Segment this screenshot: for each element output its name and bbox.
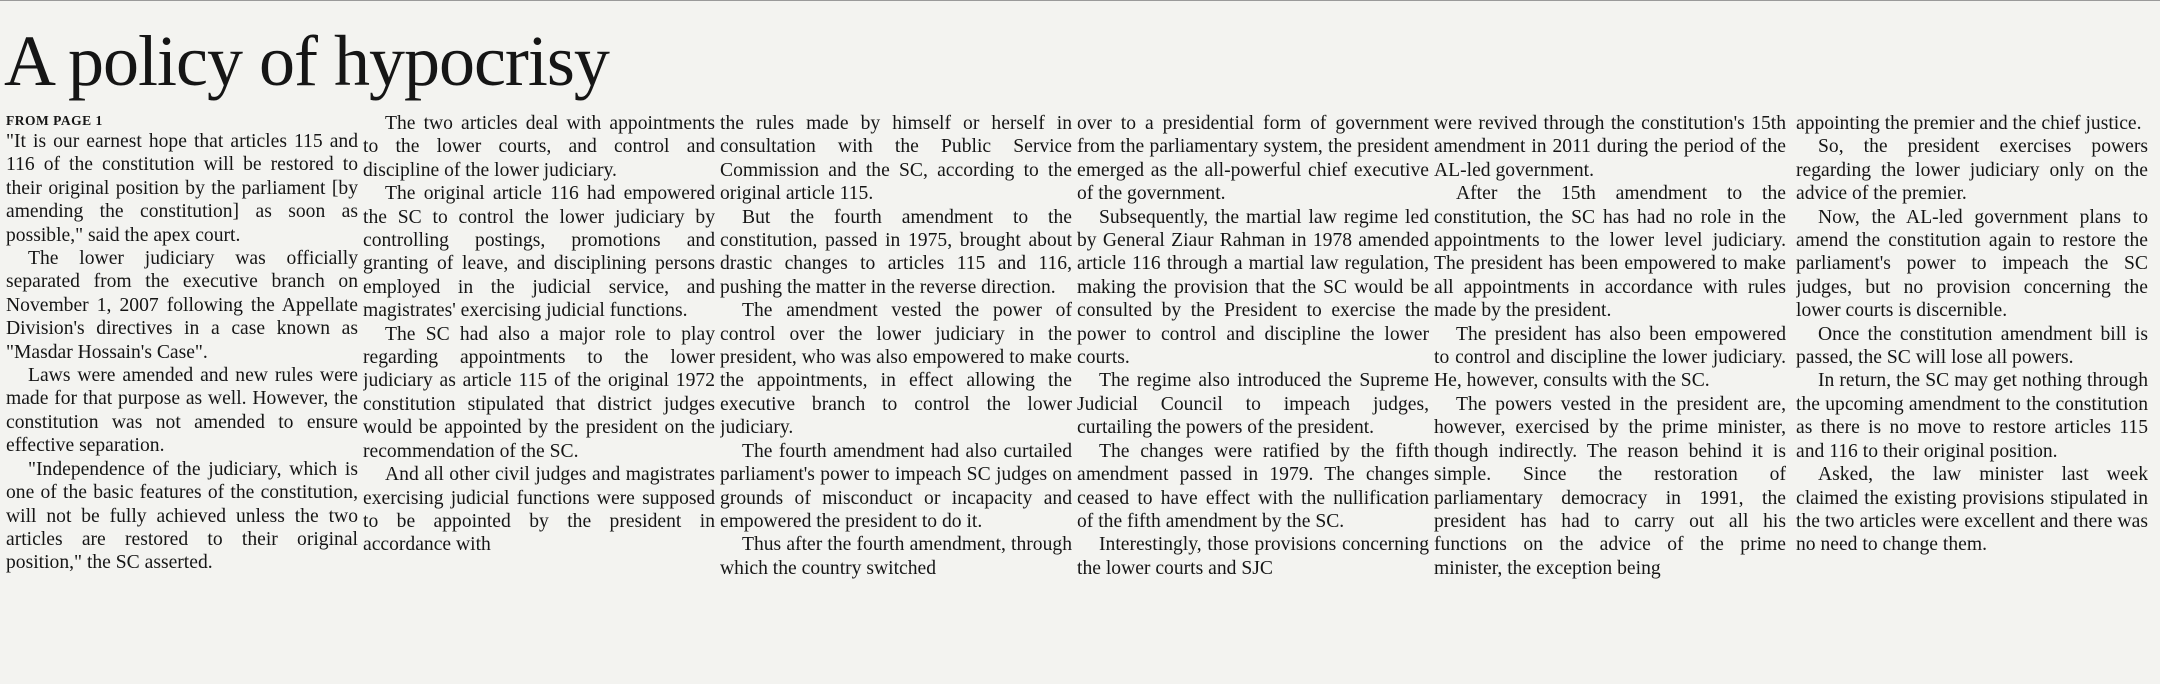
column-6 — [1796, 112, 2148, 684]
paragraph: The regime also introduced the Supreme Judicial Council to impeach judges, curtailing the powers of the president. — [1077, 370, 1429, 439]
column-1 — [6, 112, 358, 684]
paragraph: were revived through the constitution's 15th amendment in 2011 during the period of the AL-led government. — [1434, 113, 1786, 181]
article-body — [6, 112, 2156, 684]
paragraph: Laws were amended and new rules were made for that purpose as well. However, the constitution was not amended to ensure effective separation. — [6, 365, 358, 457]
paragraph: The powers vested in the president are, however, exercised by the prime minister, though indirectly. The reason behind it is simple. Since the restoration of parliamentary democracy in 1991, the president has had to carry out all his functions on the advice of the prime minister, the exception being — [1434, 393, 1786, 579]
paragraph: Now, the AL-led government plans to amend the constitution again to restore the parliament's power to impeach the SC judges, but no provision concerning the lower courts is discernible. — [1796, 206, 2148, 322]
paragraph: The changes were ratified by the fifth amendment passed in 1979. The changes ceased to have effect with the nullification of the fifth amendment by the SC. — [1077, 440, 1429, 532]
paragraph: appointing the premier and the chief justice. — [1796, 113, 2142, 134]
paragraph: The fourth amendment had also curtailed parliament's power to impeach SC judges on grounds of misconduct or incapacity and empowered the president to do it. — [720, 440, 1072, 532]
column-4 — [1077, 112, 1429, 684]
paragraph: "It is our earnest hope that articles 115 and 116 of the constitution will be restored to their original position by the parliament [by amending the constitution] as soon as possible," said the apex court. — [6, 131, 358, 246]
paragraph: Interestingly, those provisions concerning the lower courts and SJC — [1077, 534, 1429, 579]
paragraph: Subsequently, the martial law regime led by General Ziaur Rahman in 1978 amended article 116 through a martial law regulation, making the provision that the SC would be consulted by the President to exercise the power to control and discipline the lower courts. — [1077, 206, 1429, 369]
top-rule — [0, 0, 2160, 7]
paragraph: Once the constitution amendment bill is passed, the SC will lose all powers. — [1796, 323, 2148, 369]
paragraph: But the fourth amendment to the constitution, passed in 1975, brought about drastic changes to articles 115 and 116, pushing the matter in the reverse direction. — [720, 206, 1072, 298]
paragraph: And all other civil judges and magistrates exercising judicial functions were supposed to be appointed by the president in accordance with — [363, 464, 715, 556]
paragraph: the rules made by himself or herself in consultation with the Public Service Commission and the SC, according to the original article 115. — [720, 113, 1072, 205]
paragraph: In return, the SC may get nothing through the upcoming amendment to the constitution as there is no move to restore articles 115 and 116 to their original position. — [1796, 370, 2148, 462]
column-2 — [363, 112, 715, 684]
paragraph: After the 15th amendment to the constitution, the SC has had no role in the appointments to the lower level judiciary. The president has been empowered to make all appointments in accordance with rules made by the president. — [1434, 183, 1786, 322]
paragraph: The president has also been empowered to control and discipline the lower judiciary. He, however, consults with the SC. — [1434, 323, 1786, 392]
paragraph: "Independence of the judiciary, which is one of the basic features of the constitution, will not be fully achieved unless the two articles are restored to their original position," the SC asserted. — [6, 458, 358, 574]
paragraph: The two articles deal with appointments to the lower courts, and control and discipline of the lower judiciary. — [363, 113, 715, 181]
headline: A policy of hypocrisy — [4, 21, 609, 101]
kicker: FROM PAGE 1 — [6, 113, 103, 128]
paragraph: Thus after the fourth amendment, through which the country switched — [720, 534, 1072, 579]
paragraph: Asked, the law minister last week claimed the existing provisions stipulated in the two articles were excellent and there was no need to change them. — [1796, 464, 2148, 556]
column-3 — [720, 112, 1072, 684]
paragraph: The amendment vested the power of control over the lower judiciary in the president, who was also empowered to make the appointments, in effect allowing the executive branch to control the lower judiciary. — [720, 300, 1072, 439]
paragraph: The SC had also a major role to play regarding appointments to the lower judiciary as article 115 of the original 1972 constitution stipulated that district judges would be appointed by the president on the recommendation of the SC. — [363, 323, 715, 462]
paragraph: So, the president exercises powers regarding the lower judiciary only on the advice of the premier. — [1796, 136, 2148, 205]
column-5 — [1434, 112, 1786, 684]
paragraph: over to a presidential form of government from the parliamentary system, the president emerged as the all-powerful chief executive of the government. — [1077, 113, 1429, 205]
paragraph: The lower judiciary was officially separated from the executive branch on November 1, 2007 following the Appellate Division's directives in a case known as "Masdar Hossain's Case". — [6, 248, 358, 363]
paragraph: The original article 116 had empowered the SC to control the lower judiciary by controlling postings, promotions and granting of leave, and disciplining persons employed in the judicial service, and magistrates' exercising judicial functions. — [363, 183, 715, 322]
